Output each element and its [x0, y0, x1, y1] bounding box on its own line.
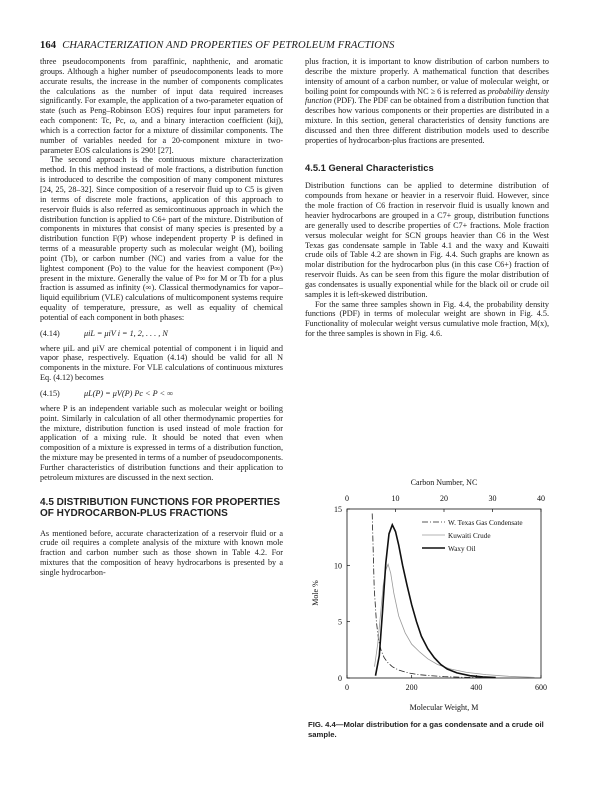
legend-entry: W. Texas Gas Condensate [448, 519, 523, 527]
paragraph: The second approach is the continuous mixture characterization method. In this method instead of mole fractions, a distribution function is introduced to describe the composition of many component mixtures [24, 25, 28–32]. Since composition of a reservoir fluid up to C5 is given in terms of discrete mole fractions, application of this approach to reservoir fluids is also referred as semicontinuous approach in which the distribution function is applied to C6+ part of the mixture. Distribution of components in mixtures that consist of many species is presented by a distribution function F(P) whose independent property P is defined in terms of a measurable property such as molecular weight (M), boiling point (Tb), or carbon number (NC) and varies from a value for the lightest component (Po) to the value for the heaviest component (P∞) present in the mixture. Generally the value of P∞ for M or Tb for a plus fraction is assumed as infinity (∞). Classical thermodynamics for vapor–liquid equilibrium (VLE) calculations of multicomponent systems require equality of temperature, pressure, as well as equality of chemical potential of each component in both phases: [40, 155, 283, 322]
top-tick-label: 40 [537, 494, 545, 503]
y-tick-label: 10 [334, 561, 342, 571]
paragraph: where μiL and μiV are chemical potential of component i in liquid and vapor phase, respectively. Equation (4.14) should be valid for all N components in the mixture. For VLE calculations of continuous mixtures Eq. (4.12) becomes [40, 343, 283, 383]
legend-entry: Waxy Oil [448, 545, 476, 553]
x-tick-label: 200 [405, 683, 418, 692]
paragraph: three pseudocomponents from paraffinic, naphthenic, and aromatic groups. Although a higher number of pseudocomponents leads to more accurate results, the increase in the number of components complicates the calculations as the number of input data required increases significantly. For example, the application of a two-parameter equation of state (such as Peng–Robinson EOS) requires four input parameters for each component: Tc, Pc, ω, and a binary interaction coefficient (kij), which is a correction factor for a mixture of dissimilar components. The number of variables needed for a 20-component mixture in two-parameter EOS calculations is 290! [27]. [40, 57, 283, 155]
text-run: (PDF). The PDF can be obtained from a distribution function that describes how various components or their properties are distributed in a mixture. In this section, general characteristics of density functions are discussed and then three different distribution models used to describe properties of hydrocarbon-plus fractions are presented. [305, 96, 549, 145]
emphasis-text: probability density function [305, 86, 550, 106]
equation-number: (4.15) [40, 389, 60, 398]
page-number: 164 [40, 40, 57, 51]
x-tick-label: 600 [535, 683, 547, 692]
x-tick-label: 400 [470, 683, 483, 692]
paragraph: where P is an independent variable such as molecular weight or boiling point. Similarly in calculation of all other thermodynamic properties for the mixture, distribution function is used instead of mole fraction for application of a mixing rule. It should be noted that even when composition of a mixture is expressed in terms of a distribution function, the mixture may be presented in terms of a number of pseudocomponents. Further characteristics of distribution functions and their application to petroleum mixtures are discussed in the next section. [40, 403, 283, 482]
running-header [40, 40, 395, 51]
legend [422, 519, 523, 553]
section-heading: 4.5 DISTRIBUTION FUNCTIONS FOR PROPERTIES OF HYDROCARBON-PLUS FRACTIONS [40, 496, 281, 519]
y-axis-label: Mole % [311, 580, 320, 606]
equation-4-15 [40, 389, 283, 399]
top-tick-label: 20 [440, 494, 448, 503]
x-axis-label: Molecular Weight, M [409, 703, 479, 712]
series-line-kuwaiti-crude [375, 564, 535, 677]
text-run: plus fraction, it is important to know distribution of carbon numbers to describe the mixture properly. A mathematical function that describes intensity of amount of a carbon number, or value of molecular weight, or boiling point for compounds with NC ≥ 6 is referred as [305, 57, 549, 96]
y-tick-label: 0 [338, 674, 342, 683]
y-tick-label: 5 [338, 617, 342, 627]
running-title: CHARACTERIZATION AND PROPERTIES OF PETROLEUM FRACTIONS [62, 40, 395, 51]
x-tick-label: 0 [345, 683, 349, 692]
figure-4-4-chart [300, 468, 555, 718]
right-column [305, 57, 549, 339]
equation-4-14 [40, 329, 283, 339]
paragraph: Distribution functions can be applied to determine distribution of compounds from hexane or heavier in a reservoir fluid. However, since the mole fraction of C6 fraction in reservoir fluid is usually known and heavier hydrocarbons are grouped in a C7+ group, distribution functions are generally used to describe properties of C7+ fractions. Mole fraction versus molecular weight for SCN groups heavier than C6 in the West Texas gas condensate sample in Table 4.1 and the waxy and Kuwaiti crude oils of Table 4.2 are shown in Fig. 4.4. Such graphs are known as molar distribution for the hydrocarbon plus (in this case C6+) fraction of reservoir fluids. As can be seen from this figure the molar distribution of gas condensates is usually exponential while for the black oil or crude oil samples it is left-skewed distribution. [305, 181, 549, 299]
paragraph: For the same three samples shown in Fig. 4.4, the probability density functions (PDF) in terms of molecular weight are shown in Fig. 4.5. Functionality of molecular weight versus cumulative mole fraction, M(x), for the three samples is shown in Fig. 4.6. [305, 299, 549, 339]
legend-entry: Kuwaiti Crude [448, 532, 491, 540]
top-tick-label: 10 [391, 494, 400, 503]
paragraph: As mentioned before, accurate characterization of a reservoir fluid or a crude oil requires a complete analysis of the mixture with known mole fraction and carbon number such as those shown in Table 4.2. For mixtures that the composition of heavy hydrocarbons is presented by a single hydrocarbon- [40, 528, 283, 577]
equation-number: (4.14) [40, 328, 60, 338]
left-column [40, 57, 283, 578]
paragraph [305, 57, 549, 146]
equation-body: μL(P) = μV(P) Pc < P < ∞ [84, 389, 173, 398]
figure-caption: FIG. 4.4—Molar distribution for a gas condensate and a crude oil sample. [308, 720, 544, 739]
equation-body: μiL = μiV i = 1, 2, . . . , N [84, 328, 168, 338]
subsection-heading: 4.5.1 General Characteristics [305, 161, 434, 173]
top-axis-label: Carbon Number, NC [410, 478, 478, 487]
top-tick-label: 30 [488, 494, 497, 503]
top-tick-label: 0 [345, 494, 349, 503]
y-tick-label: 15 [334, 505, 342, 514]
